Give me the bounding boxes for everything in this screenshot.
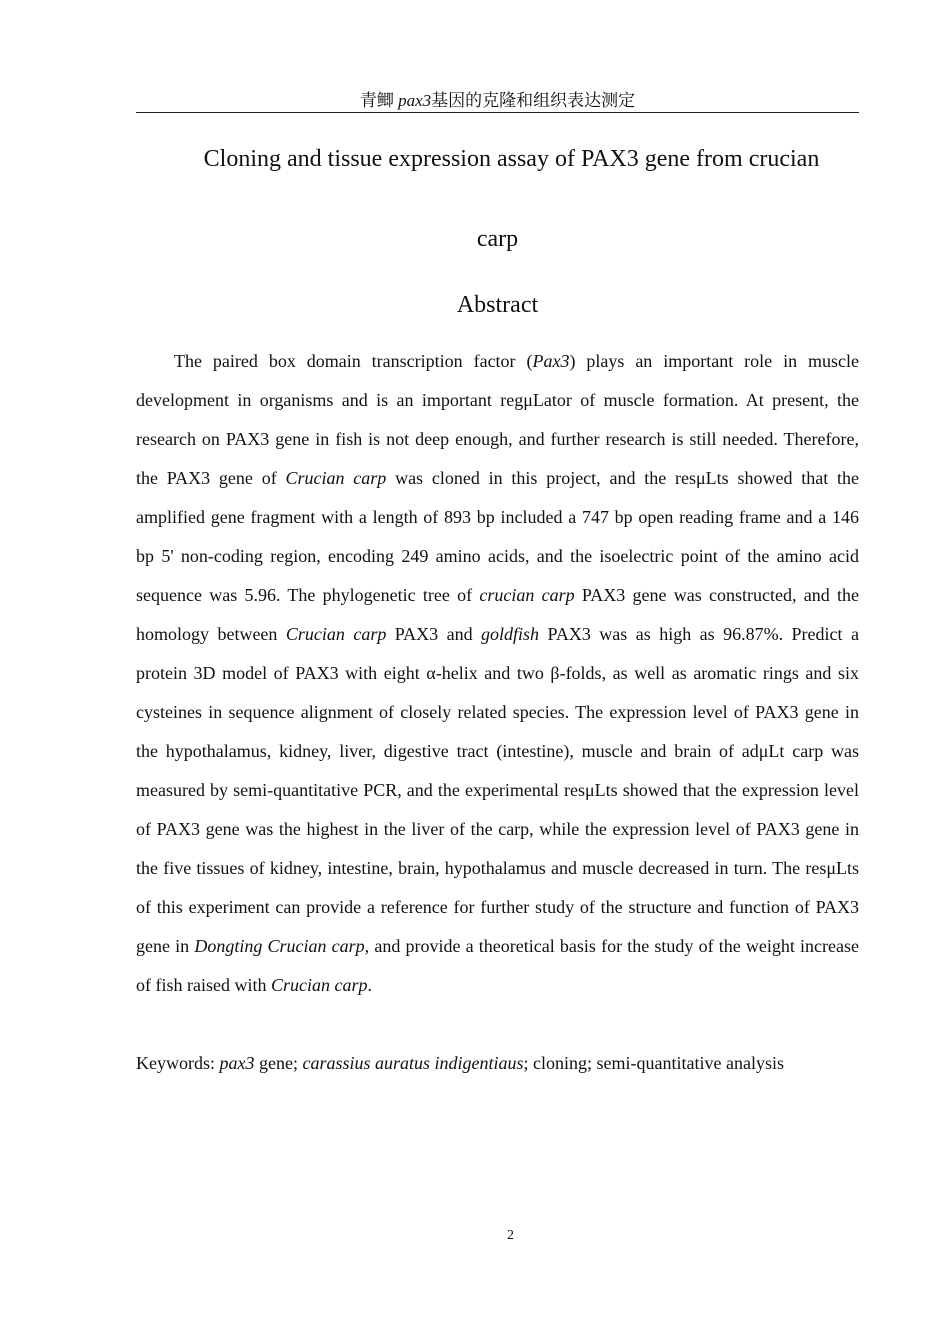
italic-term: pax3 [219, 1053, 255, 1073]
italic-term: Crucian carp [270, 975, 368, 995]
text-segment: ) plays an important role in muscle development in organisms and is an important regμLator of muscle formation. At present, the research on PAX3 gene in fish is not deep enough, and further research is still needed. Therefore, the PAX3 gene of [136, 351, 859, 488]
text-segment: . [367, 975, 372, 995]
text-segment: ; cloning; semi-quantitative analysis [523, 1053, 784, 1073]
text-segment: PAX3 gene was constructed, and the homology between [136, 585, 859, 644]
text-segment: gene; [254, 1053, 303, 1073]
italic-term: crucian carp [479, 585, 575, 605]
header-text-rest: 基因的克隆和组织表达测定 [431, 91, 636, 110]
page-number: 2 [507, 1228, 514, 1243]
keywords [136, 1050, 784, 1076]
italic-term: carassius auratus indigentiaus [302, 1053, 524, 1073]
text-segment: Keywords: [136, 1053, 220, 1073]
italic-term: Pax3 [532, 351, 570, 371]
header-text: 青鲫 [359, 91, 399, 110]
text-segment: , and provide a theoretical basis for the study of the weight increase of fish raised with [136, 936, 860, 995]
text-segment: PAX3 was as high as 96.87%. Predict a protein 3D model of PAX3 with eight α-helix and two β-folds, as well as aromatic rings and six cysteines in sequence alignment of closely related species. The expression level of PAX3 gene in the hypothalamus, kidney, liver, digestive tract (intestine), muscle and brain of adμLt carp was measured by semi-quantitative PCR, and the experimental resμLts showed that the expression level of PAX3 gene was the highest in the liver of the carp, while the expression level of PAX3 gene in the five tissues of kidney, intestine, brain, hypothalamus and muscle decreased in turn. The resμLts of this experiment can provide a reference for further study of the structure and function of PAX3 gene in [136, 624, 859, 956]
text-segment: PAX3 and [386, 624, 482, 644]
italic-term: goldfish [481, 624, 540, 644]
abstract-body [136, 342, 859, 1005]
italic-term: Crucian carp [285, 624, 387, 644]
text-segment: was cloned in this project, and the resμLts showed that the amplified gene fragment with a length of 893 bp included a 747 bp open reading frame and a 146 bp 5' non-coding region, encoding 249 amino acids, and the isoelectric point of the amino acid sequence was 5.96. The phylogenetic tree of [136, 468, 859, 605]
title-line-1: Cloning and tissue expression assay of PAX3 gene from crucian [203, 146, 820, 172]
title-line-2: carp [476, 226, 519, 252]
abstract-heading: Abstract [456, 292, 539, 318]
italic-term: Dongting Crucian carp [194, 936, 365, 956]
running-header [136, 90, 859, 113]
italic-term: Crucian carp [285, 468, 387, 488]
header-gene-name: pax3 [398, 91, 432, 110]
text-segment: The paired box domain transcription factor ( [174, 351, 533, 371]
